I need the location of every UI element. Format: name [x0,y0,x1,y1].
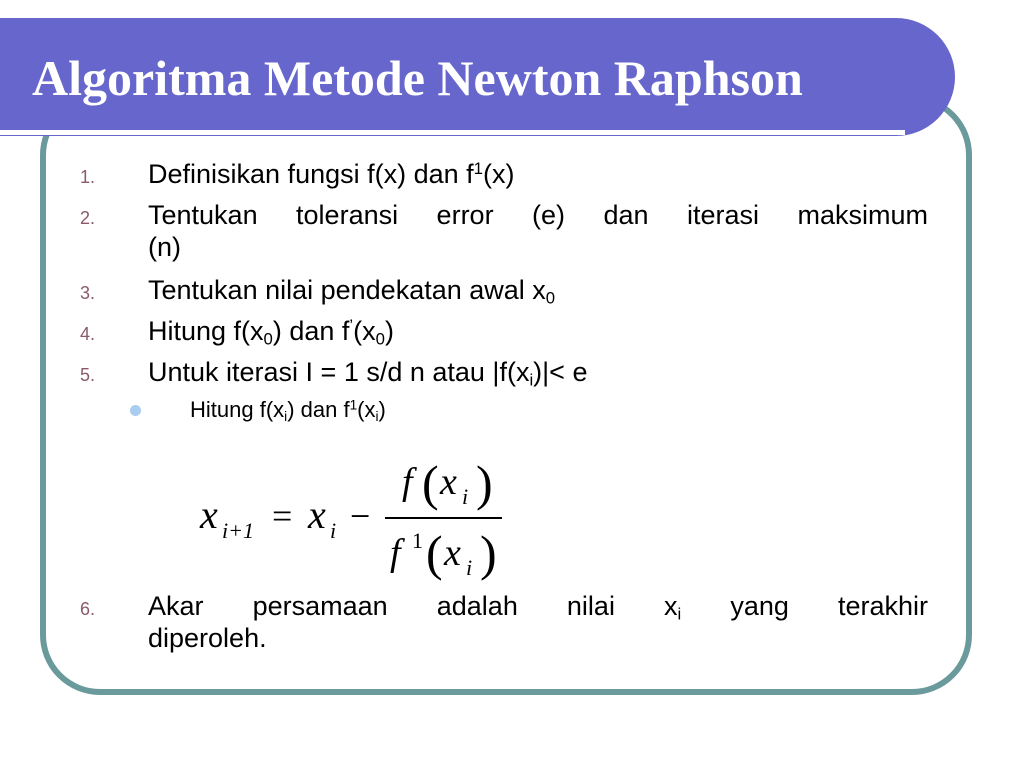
formula-denominator-sub: i [466,555,473,580]
list-text: Akar persamaan adalah nilai $x_i$ yang terakhir [148,591,928,624]
list-number: 1. [80,167,96,187]
list-text: Untuk iterasi I = 1 s/d n atau $|f(x_i)|< e$ [148,357,588,390]
list-text: Hitung $f(x_0)$ dan $f^’(x_0)$ [148,315,394,349]
formula-denominator-open-paren: ( [426,525,443,581]
title-underline [0,130,905,135]
list-number: 5. [80,365,96,385]
formula-numerator-sub: i [462,484,469,509]
list-text-continuation: (n) [148,232,181,262]
list-text: Tentukan toleransi error (e) dan iterasi maksimum [148,200,928,230]
list-number: 6. [80,599,96,619]
sub-list-text: Hitung $f(x_i)$ dan $f^1(x_i)$ [190,397,386,424]
newton-raphson-formula [190,450,520,590]
formula-numerator-f: f [402,461,413,503]
formula-denominator-close-paren: ) [480,525,497,581]
formula-equals: = [272,496,293,536]
formula-numerator-open-paren: ( [422,455,439,511]
list-number: 2. [80,208,96,228]
list-number: 4. [80,324,96,344]
list-text-continuation: diperoleh. [148,623,267,653]
bullet-dot-icon [130,405,141,416]
formula-rhs-sub: i [330,518,337,543]
formula-lhs-sub: i+1 [222,518,254,543]
formula-denominator-sup: 1 [412,528,423,553]
formula-numerator-close-paren: ) [476,455,493,511]
formula-numerator-var: x [440,461,457,503]
list-text: Definisikan fungsi f(x) dan $f^1(x)$ [148,158,515,189]
formula-denominator-var: x [444,532,461,574]
formula-denominator-f: f [390,532,401,574]
slide-title: Algoritma Metode Newton Raphson [32,50,803,106]
list-number: 3. [80,283,96,303]
formula-lhs-var: x [200,492,218,537]
formula-rhs-var: x [308,492,326,537]
list-text: Tentukan nilai pendekatan awal $x_0$ [148,275,556,308]
formula-minus: − [350,496,371,536]
